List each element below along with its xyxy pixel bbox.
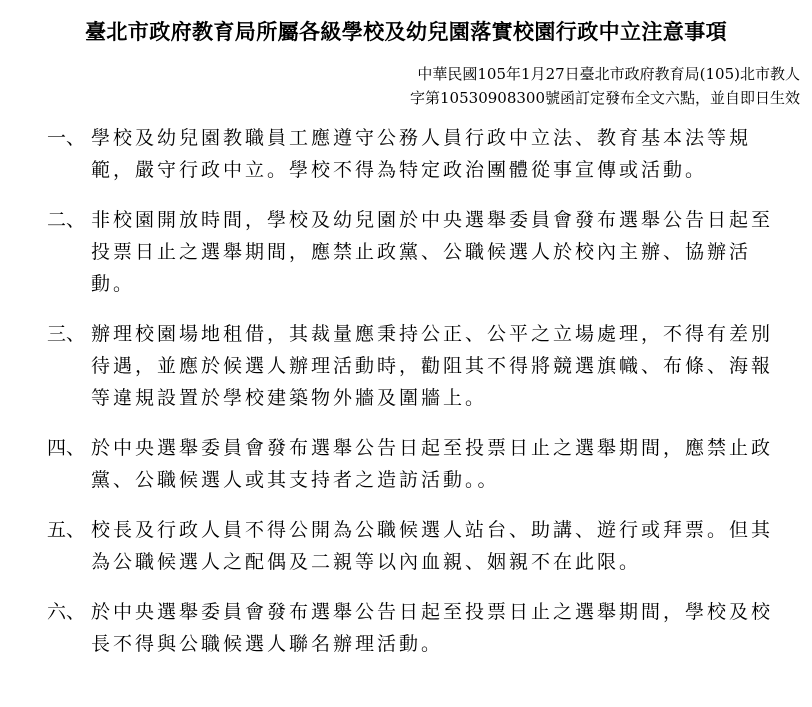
document-issuance-note [410,62,800,110]
item-text: 於中央選舉委員會發布選舉公告日起至投票日止之選舉期間，學校及校長不得與公職候選人聯名辦理活動。 [91,601,774,655]
regulation-items-list [47,122,792,678]
issuance-note-line-2: 字第10530908300號函訂定發布全文六點，並自即日生效 [410,89,800,107]
item-text: 校長及行政人員不得公開為公職候選人站台、助講、遊行或拜票。但其為公職候選人之配偶及二親等以內血親、姻親不在此限。 [91,519,774,573]
regulation-item-1 [47,122,792,186]
regulation-item-2 [47,204,792,300]
item-text: 於中央選舉委員會發布選舉公告日起至投票日止之選舉期間，應禁止政黨、公職候選人或其支持者之造訪活動。。 [91,437,774,491]
item-number: 五、 [47,519,86,541]
item-text: 辦理校園場地租借，其裁量應秉持公正、公平之立場處理，不得有差別待遇，並應於候選人辦理活動時，勸阻其不得將競選旗幟、布條、海報等違規設置於學校建築物外牆及圍牆上。 [91,323,774,409]
regulation-item-6 [47,596,792,660]
regulation-item-5 [47,514,792,578]
item-text: 非校園開放時間，學校及幼兒園於中央選舉委員會發布選舉公告日起至投票日止之選舉期間，應禁止政黨、公職候選人於校內主辦、協辦活動。 [91,209,774,295]
regulation-item-3 [47,318,792,414]
document-title: 臺北市政府教育局所屬各級學校及幼兒園落實校園行政中立注意事項 [85,20,727,44]
issuance-note-line-1: 中華民國105年1月27日臺北市政府教育局(105)北市教人 [417,65,800,83]
item-number: 三、 [47,323,86,345]
item-number: 六、 [47,601,86,623]
item-number: 一、 [47,127,86,149]
item-number: 二、 [47,209,86,231]
item-text: 學校及幼兒園教職員工應遵守公務人員行政中立法、教育基本法等規範，嚴守行政中立。學校不得為特定政治團體從事宣傳或活動。 [91,127,752,181]
item-number: 四、 [47,437,86,459]
regulation-item-4 [47,432,792,496]
